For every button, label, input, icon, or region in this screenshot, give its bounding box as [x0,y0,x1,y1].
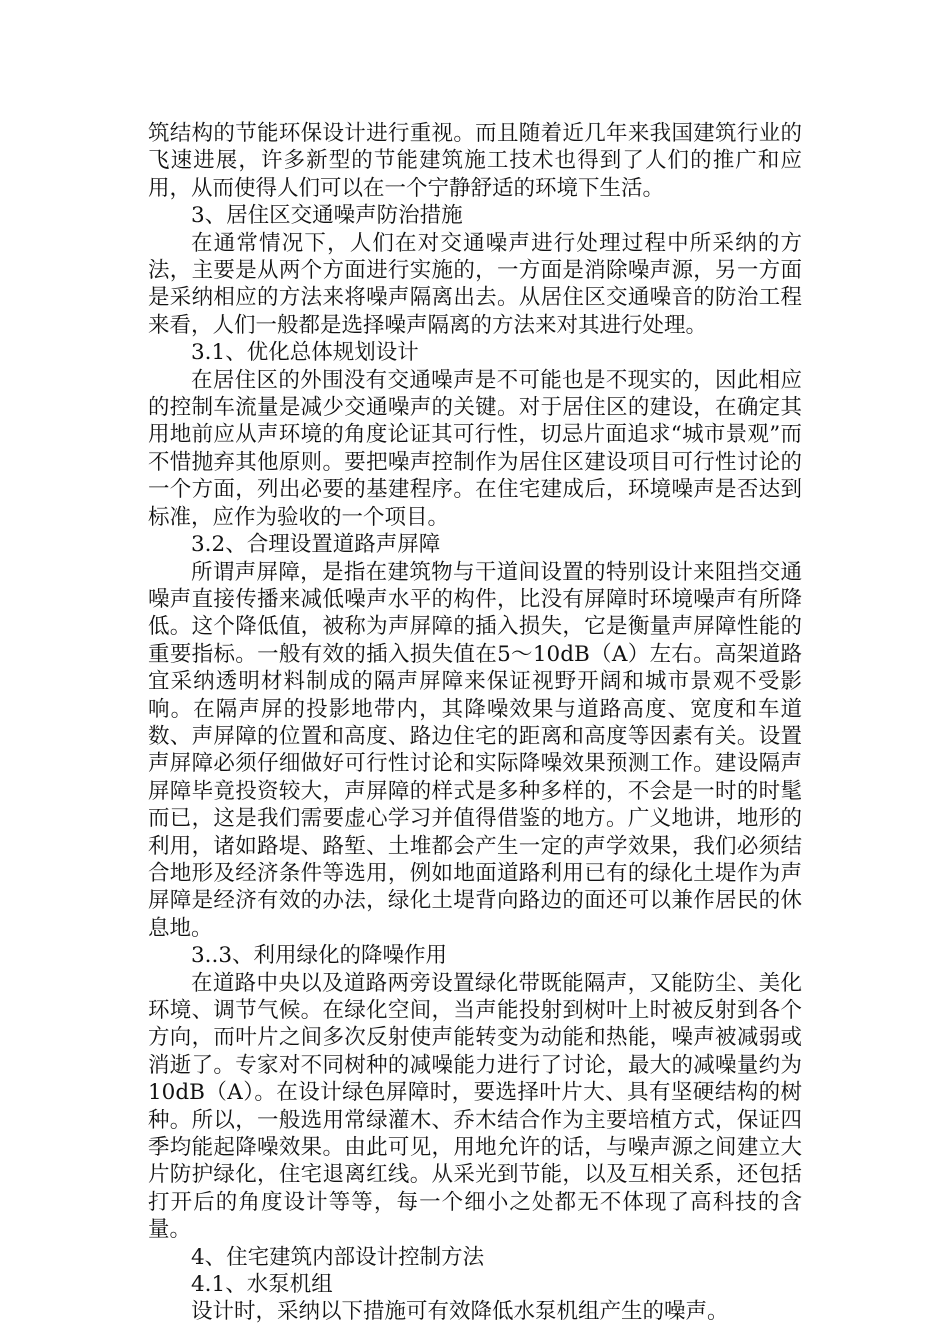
paragraph-4-1: 设计时，采纳以下措施可有效降低水泵机组产生的噪声。 [191,1299,729,1325]
section-heading-4-1: 4.1、水泵机组 [191,1272,333,1298]
section-heading-3-3: 3..3、利用绿化的降噪作用 [191,943,448,969]
paragraph-3-2: 所谓声屏障，是指在建筑物与干道间设置的特别设计来阻挡交通噪声直接传播来减低噪声水平的构件，比没有屏障时环境噪声有所降低。这个降低值，被称为声屏障的插入损失，它是衡量声屏障性能的重要指标。一般有效的插入损失值在5～10dB（A）左右。高架道路宜采纳透明材料制成的隔声屏障来保证视野开阔和城市景观不受影响。在隔声屏的投影地带内，其降噪效果与道路高度、宽度和车道数、声屏障的位置和高度、路边住宅的距离和高度等因素有关。设置声屏障必须仔细做好可行性讨论和实际降噪效果预测工作。建设隔声屏障毕竟投资较大，声屏障的样式是多种多样的，不会是一时的时髦而已，这是我们需要虚心学习并值得借鉴的地方。广义地讲，地形的利用，诸如路堤、路堑、土堆都会产生一定的声学效果，我们必须结合地形及经济条件等选用，例如地面道路利用已有的绿化土堤作为声屏障是经济有效的办法，绿化土堤背向路边的面还可以兼作居民的休息地。 [148,559,802,941]
section-heading-3-2: 3.2、合理设置道路声屏障 [191,532,441,558]
paragraph-3-1: 在居住区的外围没有交通噪声是不可能也是不现实的，因此相应的控制车流量是减少交通噪声的关键。对于居住区的建设，在确定其用地前应从声环境的角度论证其可行性，切忌片面追求“城市景观”而不惜抛弃其他原则。要把噪声控制作为居住区建设项目可行性讨论的一个方面，列出必要的基建程序。在住宅建成后，环境噪声是否达到标准，应作为验收的一个项目。 [148,367,802,530]
paragraph-3-intro: 在通常情况下，人们在对交通噪声进行处理过程中所采纳的方法，主要是从两个方面进行实施的，一方面是消除噪声源，另一方面是采纳相应的方法来将噪声隔离出去。从居住区交通噪音的防治工程来看，人们一般都是选择噪声隔离的方法来对其进行处理。 [148,230,802,338]
paragraph-continuation: 筑结构的节能环保设计进行重视。而且随着近几年来我国建筑行业的飞速进展，许多新型的节能建筑施工技术也得到了人们的推广和应用，从而使得人们可以在一个宁静舒适的环境下生活。 [148,121,802,201]
document-page [148,120,802,1326]
section-heading-3-1: 3.1、优化总体规划设计 [191,340,419,366]
section-heading-4: 4、住宅建筑内部设计控制方法 [191,1244,485,1270]
paragraph-3-3: 在道路中央以及道路两旁设置绿化带既能隔声，又能防尘、美化环境、调节气候。在绿化空间，当声能投射到树叶上时被反射到各个方向，而叶片之间多次反射使声能转变为动能和热能，噪声被减弱或消逝了。专家对不同树种的减噪能力进行了讨论，最大的减噪量约为10dB（A）。在设计绿色屏障时，要选择叶片大、具有坚硬结构的树种。所以，一般选用常绿灌木、乔木结合作为主要培植方式，保证四季均能起降噪效果。由此可见，用地允许的话，与噪声源之间建立大片防护绿化，住宅退离红线。从采光到节能，以及互相关系，还包括打开后的角度设计等等，每一个细小之处都无不体现了高科技的含量。 [148,970,802,1243]
section-heading-3: 3、居住区交通噪声防治措施 [191,203,463,229]
